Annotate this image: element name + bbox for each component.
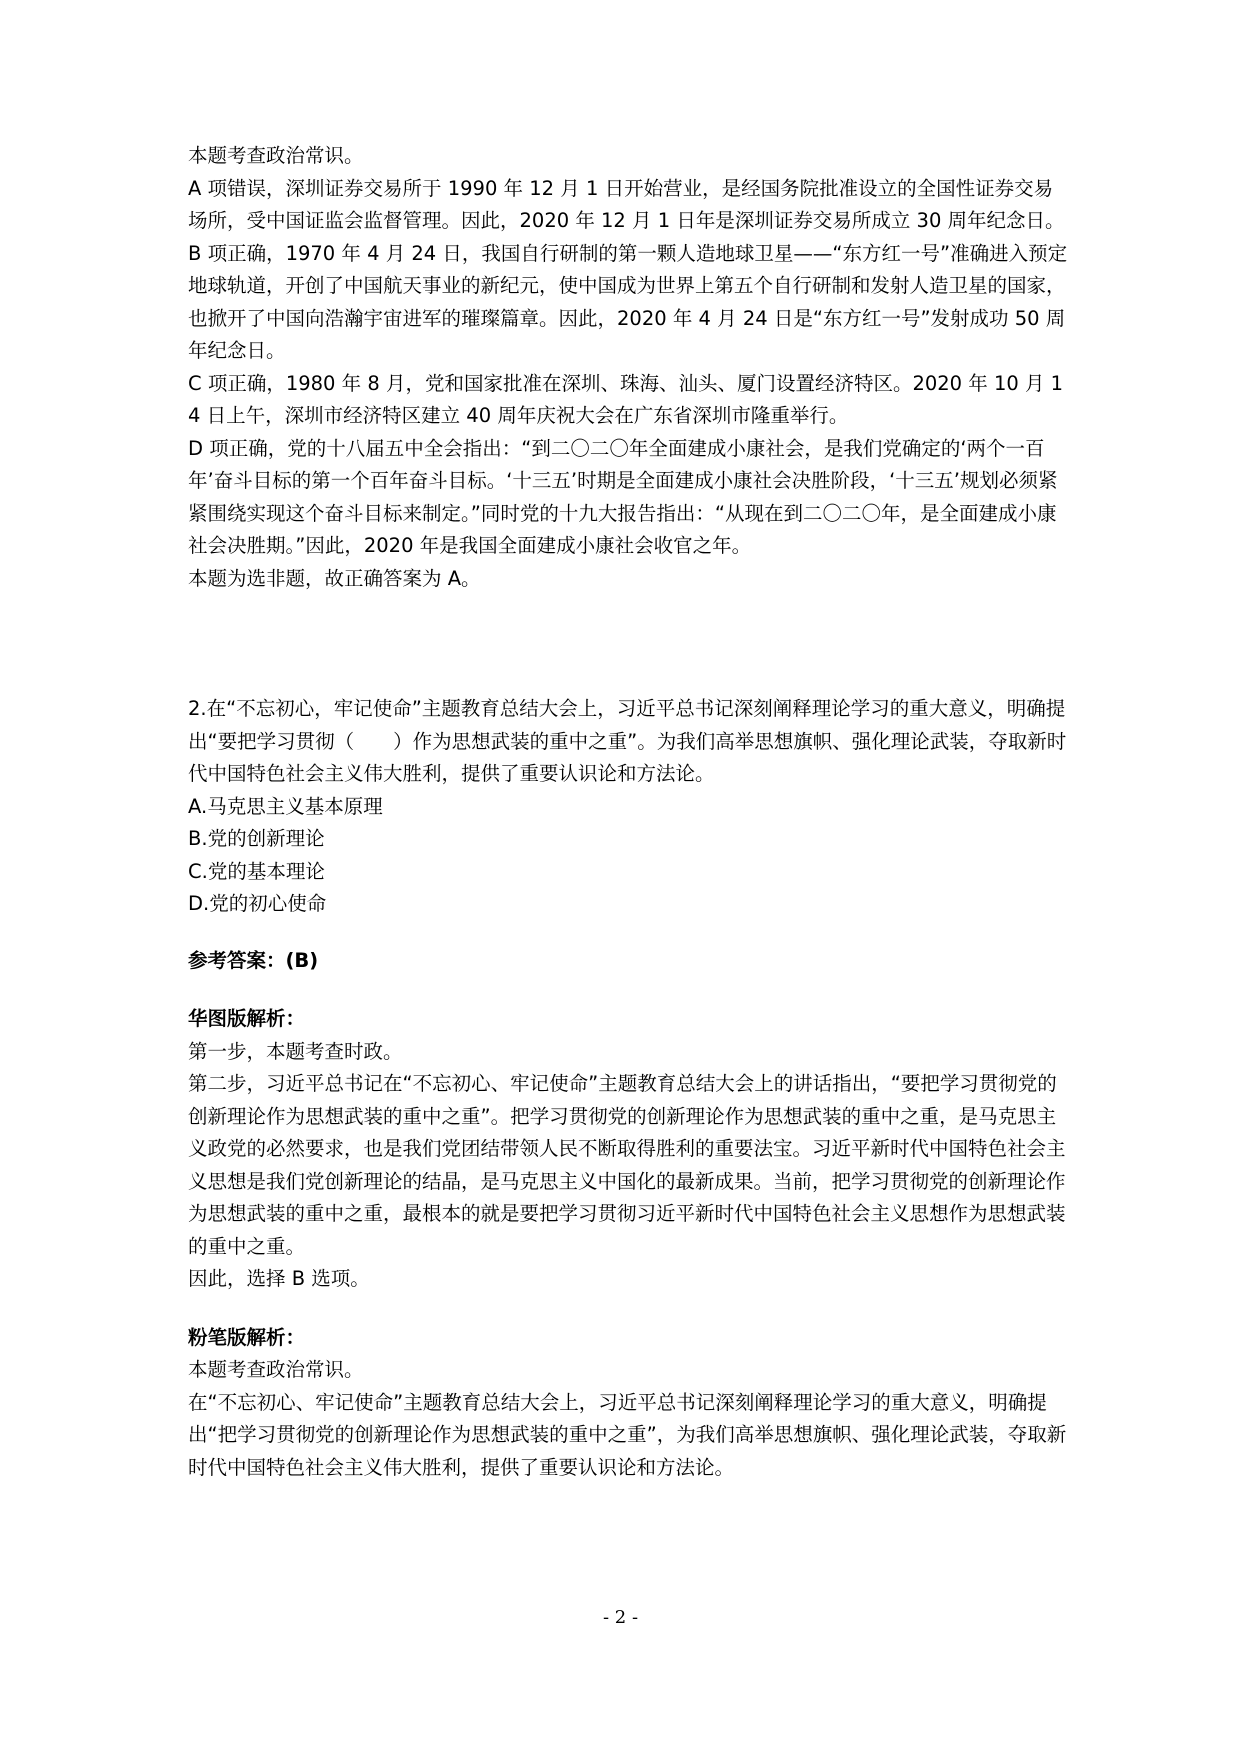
- analysis-option-d: D 项正确，党的十八届五中全会指出：“到二〇二〇年全面建成小康社会，是我们党确定的‘两个一百年’奋斗目标的第一个百年奋斗目标。‘十三五’时期是全面建成小康社会决胜阶段，‘十三五’规划必须紧紧围绕实现这个奋斗目标来制定。”同时党的十九大报告指出：“从现在到二〇二〇年，是全面建成小康社会决胜期。”因此，2020 年是我国全面建成小康社会收官之年。: [188, 436, 1058, 557]
- fenbi-heading: 粉笔版解析：: [188, 1325, 306, 1349]
- huatu-step-2: 第二步，习近平总书记在“不忘初心、牢记使命”主题教育总结大会上的讲话指出，“要把学习贯彻党的创新理论作为思想武装的重中之重”。把学习贯彻党的创新理论作为思想武装的重中之重，是马克思主义政党的必然要求，也是我们党团结带领人民不断取得胜利的重要法宝。习近平新时代中国特色社会主义思想是我们党创新理论的结晶，是马克思主义中国化的最新成果。当前，把学习贯彻党的创新理论作为思想武装的重中之重，最根本的就是要把学习贯彻习近平新时代中国特色社会主义思想作为思想武装的重中之重。: [188, 1072, 1066, 1258]
- reference-answer: 参考答案：(B): [188, 948, 319, 972]
- previous-analysis: [188, 140, 1068, 595]
- question-option-d: D.党的初心使命: [188, 892, 327, 915]
- question-block: [188, 693, 1068, 921]
- analysis-option-c: C 项正确，1980 年 8 月，党和国家批准在深圳、珠海、汕头、厦门设置经济特区。2020 年 10 月 14 日上午，深圳市经济特区建立 40 周年庆祝大会在广东省深圳市隆重举行。: [188, 371, 1064, 427]
- huatu-analysis: [188, 1003, 1068, 1296]
- page-content: [188, 140, 1068, 1484]
- fenbi-analysis: [188, 1322, 1068, 1485]
- huatu-heading: 华图版解析：: [188, 1007, 306, 1030]
- analysis-option-b: B 项正确，1970 年 4 月 24 日，我国自行研制的第一颗人造地球卫星——“东方红一号”准确进入预定地球轨道，开创了中国航天事业的新纪元，使中国成为世界上第五个自行研制和发射人造卫星的国家，也掀开了中国向浩瀚宇宙进军的璀璨篇章。因此，2020 年 4 月 24 日是“东方红一号”发射成功 50 周年纪念日。: [188, 241, 1068, 362]
- analysis-option-a: A 项错误，深圳证券交易所于 1990 年 12 月 1 日开始营业，是经国务院批准设立的全国性证券交易场所，受中国证监会监督管理。因此，2020 年 12 月 1 日年是深圳证券交易所成立 30 周年纪念日。: [188, 176, 1065, 232]
- question-option-b: B.党的创新理论: [188, 827, 325, 850]
- fenbi-line-2: 在“不忘初心、牢记使命”主题教育总结大会上，习近平总书记深刻阐释理论学习的重大意义，明确提出“把学习贯彻党的创新理论作为思想武装的重中之重”，为我们高举思想旗帜、强化理论武装，夺取新时代中国特色社会主义伟大胜利，提供了重要认识论和方法论。: [188, 1390, 1067, 1479]
- page-number: - 2 -: [602, 1607, 639, 1628]
- analysis-conclusion: 本题为选非题，故正确答案为 A。: [188, 566, 481, 590]
- fenbi-line-1: 本题考查政治常识。: [188, 1358, 364, 1381]
- huatu-conclusion: 因此，选择 B 选项。: [188, 1267, 370, 1290]
- question-stem: 2.在“不忘初心，牢记使命”主题教育总结大会上，习近平总书记深刻阐释理论学习的重大意义，明确提出“要把学习贯彻（ ）作为思想武装的重中之重”。为我们高举思想旗帜、强化理论武装，夺取新时代中国特色社会主义伟大胜利，提供了重要认识论和方法论。: [188, 697, 1067, 785]
- question-option-c: C.党的基本理论: [188, 859, 325, 883]
- huatu-step-1: 第一步，本题考查时政。: [188, 1039, 403, 1063]
- question-option-a: A.马克思主义基本原理: [188, 794, 383, 818]
- analysis-line: 本题考查政治常识。: [188, 144, 364, 167]
